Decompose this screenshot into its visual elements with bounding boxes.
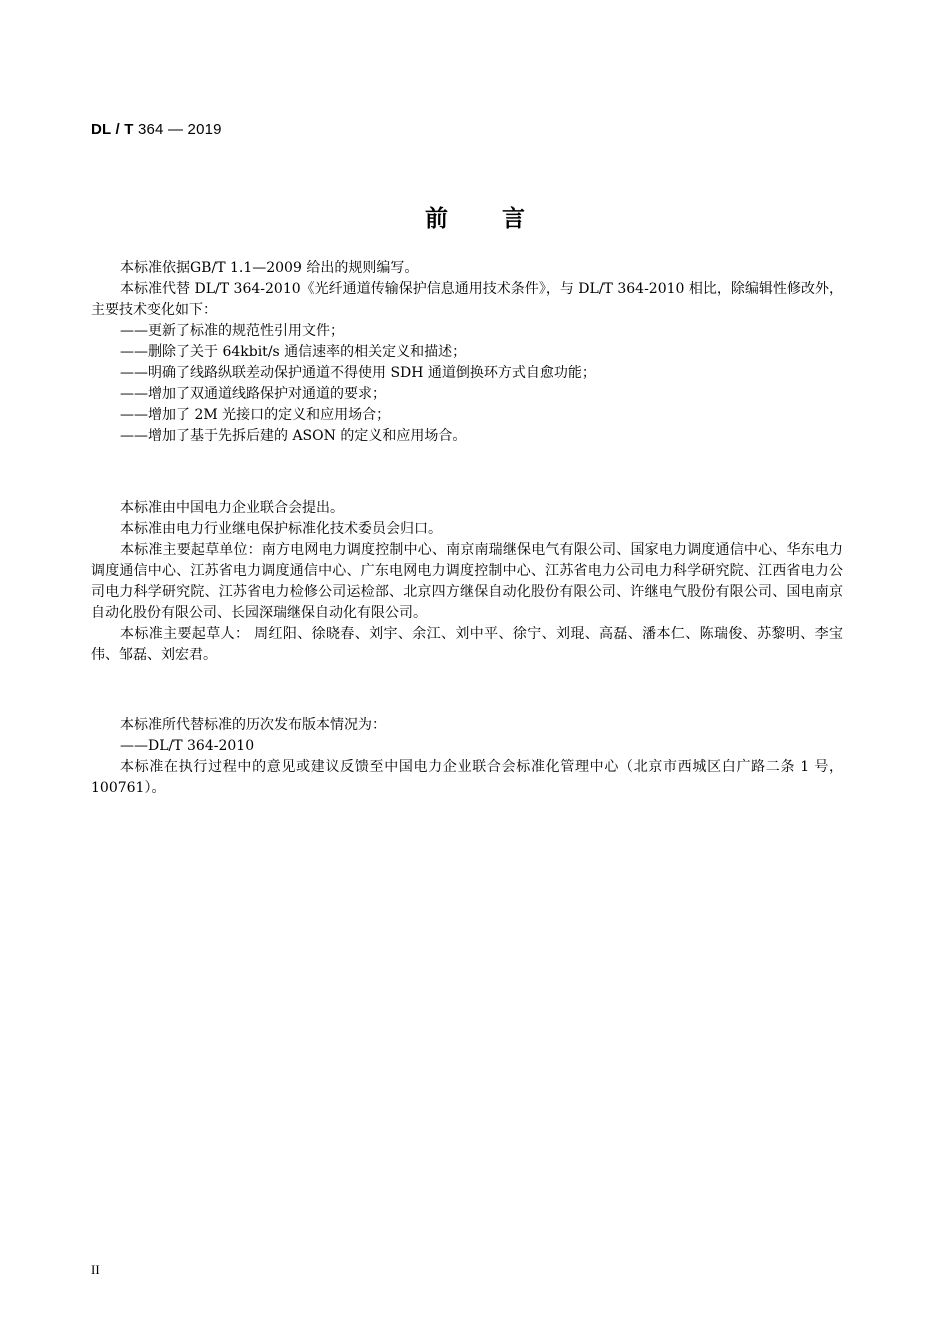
history-item: ——DL/T 364-2010 [120, 738, 255, 754]
drafters-paragraph: 本标准主要起草人： 周红阳、徐晓春、刘宇、余江、刘中平、徐宁、刘琨、高磊、潘本仁、陈瑞俊、苏黎明、李宝伟、邹磊、刘宏君。 [91, 626, 843, 663]
change-item: ——增加了 2M 光接口的定义和应用场合； [120, 407, 391, 423]
change-item: ——删除了关于 64kbit/s 通信速率的相关定义和描述； [120, 344, 467, 360]
change-item: ——更新了标准的规范性引用文件； [120, 323, 344, 339]
intro-paragraph: 本标准依据GB/T 1.1—2009 给出的规则编写。 [120, 260, 419, 276]
page-title [0, 200, 950, 233]
feedback-paragraph: 本标准在执行过程中的意见或建议反馈至中国电力企业联合会标准化管理中心（北京市西城区白广路二条 1 号，100761）。 [91, 759, 843, 796]
change-item: ——增加了双通道线路保护对通道的要求； [120, 386, 386, 402]
document-code-header [91, 121, 222, 138]
intro-paragraph: 本标准代替 DL/T 364-2010《光纤通道传输保护信息通用技术条件》，与 DL/T 364-2010 相比，除编辑性修改外，主要技术变化如下： [91, 281, 843, 318]
title-char-2: 言 [502, 206, 525, 232]
standard-prefix: DL / T [91, 121, 134, 138]
title-char-1: 前 [425, 206, 448, 232]
history-heading: 本标准所代替标准的历次发布版本情况为： [120, 717, 386, 733]
committee-paragraph: 本标准由电力行业继电保护标准化技术委员会归口。 [120, 521, 442, 537]
organization-section [91, 498, 843, 666]
change-item: ——明确了线路纵联差动保护通道不得使用 SDH 通道倒换环方式自愈功能； [120, 365, 596, 381]
page-number: II [91, 1262, 100, 1277]
change-item: ——增加了基于先拆后建的 ASON 的定义和应用场合。 [120, 428, 467, 444]
standard-number: 364 — 2019 [137, 121, 222, 138]
history-section [91, 715, 843, 799]
drafting-units-paragraph: 本标准主要起草单位：南方电网电力调度控制中心、南京南瑞继保电气有限公司、国家电力调度通信中心、华东电力调度通信中心、江苏省电力调度通信中心、广东电网电力调度控制中心、江苏省电力公司电力科学研究院、江西省电力公司电力科学研究院、江苏省电力检修公司运检部、北京四方继保自动化股份有限公司、许继电气股份有限公司、国电南京自动化股份有限公司、长园深瑞继保自动化有限公司。 [91, 542, 843, 621]
intro-section [91, 258, 843, 447]
proposer-paragraph: 本标准由中国电力企业联合会提出。 [120, 500, 344, 516]
